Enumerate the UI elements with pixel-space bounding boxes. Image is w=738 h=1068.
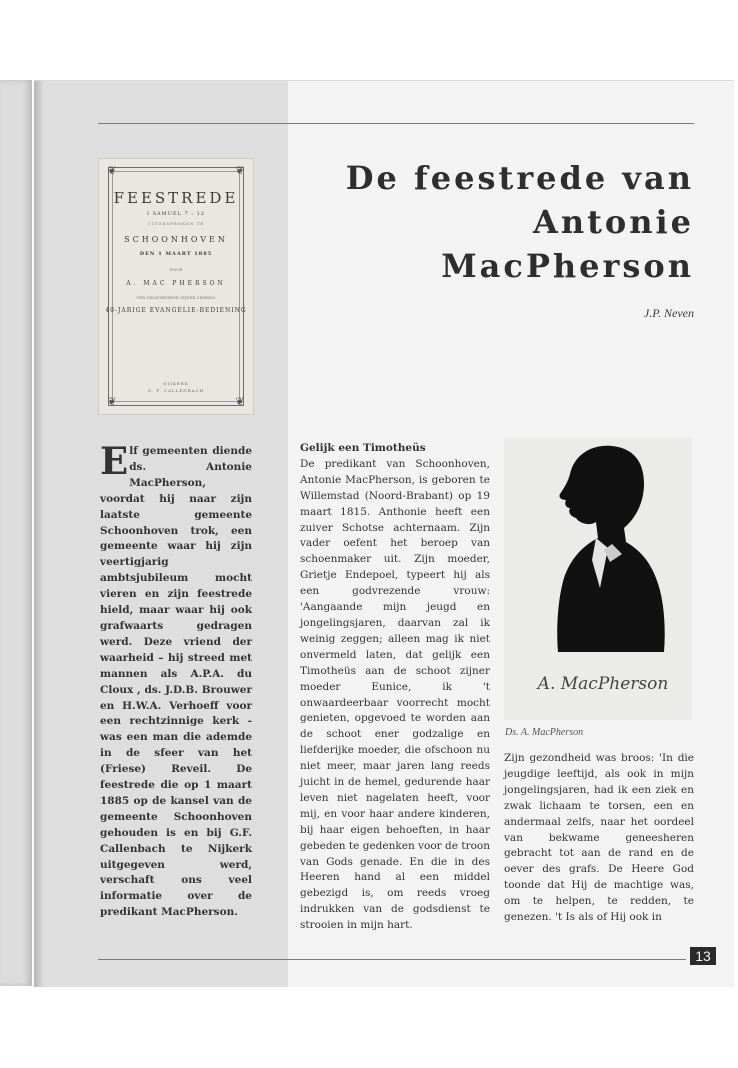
ornament-icon: ❦ xyxy=(235,396,245,408)
title-page-line: UITGESPROKEN TE xyxy=(147,221,205,226)
title-page-subtitle: I SAMUEL 7 : 12 xyxy=(147,211,205,217)
top-rule xyxy=(98,123,694,124)
title-page-author: A. MAC PHERSON xyxy=(126,280,226,287)
body-text: De predikant van Schoonhoven, Antonie MacPherson, is geboren te Willemstad (Noord-Brabant) op 19 maart 1815. Anthonie heeft een zuiver Schotse achternaam. Zijn vader oefent het beroep van schoenmaker uit. Zijn moeder, Grietje Endepoel, typeert hij als een godvrezende vrouw: 'Aangaande mijn jeugd en jongelingsjaren, daarvan zal ik weinig zeggen; alleen mag ik niet onvermeld laten, dat gelijk een Timotheüs aan de schoot zijner moeder Eunice, ik 't onwaardeerbaar voorrecht mocht genieten, opgevoed te worden aan de schoot ener godzalige en liefderijke moeder, die ofschoon nu niet meer, maar jaren lang reeds juicht in de hemel, gedurende haar leven niet nagelaten heeft, voor mij, en voor haar andere kinderen, bij haar eigen behoeften, in haar gebeden te gedenken voor de troon van Gods genade. En die in des Heeren hand al een middel gebezigd is, om reeds vroeg indrukken van de godsdienst te strooien in mijn hart. xyxy=(300,457,490,932)
title-page-place: NIJKERK xyxy=(163,381,189,386)
previous-page-edge xyxy=(0,80,32,986)
title-page-printer: G. F. CALLENBACH xyxy=(147,388,205,393)
magazine-page xyxy=(34,80,734,987)
title-page-town: SCHOONHOVEN xyxy=(124,235,228,244)
title-line: De feestrede van xyxy=(345,159,694,197)
bottom-rule xyxy=(98,959,686,960)
title-line: Antonie xyxy=(533,203,694,241)
intro-text: lf gemeenten diende ds. Antonie MacPherson, voordat hij naar zijn laatste gemeente Schoonhoven trok, een gemeente waar hij zijn veertigjarig ambtsjubileum mocht vieren en zijn feestrede hield, maar waar hij ook grafwaarts gedragen werd. Deze vriend der waarheid – hij streed met mannen als A.P.A. du Cloux , ds. J.D.B. Brouwer en H.W.A. Verhoeff voor een rechtzinnige kerk - was een man die ademde in de sfeer van het (Friese) Reveil. De feestrede die op 1 maart 1885 op de kansel van de gemeente Schoonhoven gehouden is en bij G.F. Callenbach te Nijkerk uitgegeven werd, verschaft ons veel informatie over de predikant MacPherson. xyxy=(100,445,252,919)
ornament-icon: ❦ xyxy=(107,165,117,177)
body-text: Zijn gezondheid was broos: 'In die jeugdige leeftijd, als ook in mijn jongelingsjaren, had ik een ziek en zwak lichaam te torsen, een en andermaal zelfs, naar het oordeel van bekwame geneesheren gebracht tot aan de rand en de oever des grafs. De Heere God toonde dat Hij de machtige was, om te helpen, te redden, te genezen. 't Is als of Hij ook in xyxy=(504,752,694,924)
title-page-door: DOOR xyxy=(169,267,183,272)
body-column-middle xyxy=(300,441,490,934)
title-page-occasion: 40-JARIGE EVANGELIE-BEDIENING xyxy=(105,307,247,314)
spine-shadow xyxy=(34,81,44,987)
title-page-image xyxy=(98,158,254,415)
drop-cap: E xyxy=(100,439,129,483)
body-column-right xyxy=(504,751,694,926)
byline: J.P. Neven xyxy=(643,306,694,320)
title-line: MacPherson xyxy=(441,247,694,285)
title-page-date: DEN 1 MAART 1885 xyxy=(139,251,213,257)
ornament-icon: ❦ xyxy=(235,165,245,177)
image-caption: Ds. A. MacPherson xyxy=(505,727,584,738)
title-page-title: FEESTREDE xyxy=(113,189,239,207)
silhouette-portrait xyxy=(504,438,692,720)
ornament-icon: ❦ xyxy=(107,396,117,408)
title-page-line: TER GELEGENHEID ZIJNER VIERING xyxy=(136,295,216,300)
page-number: 13 xyxy=(690,947,716,965)
article-title xyxy=(304,156,694,288)
section-heading: Gelijk een Timotheüs xyxy=(300,442,426,454)
signature: A. MacPherson xyxy=(537,674,669,694)
intro-paragraph xyxy=(100,439,252,921)
